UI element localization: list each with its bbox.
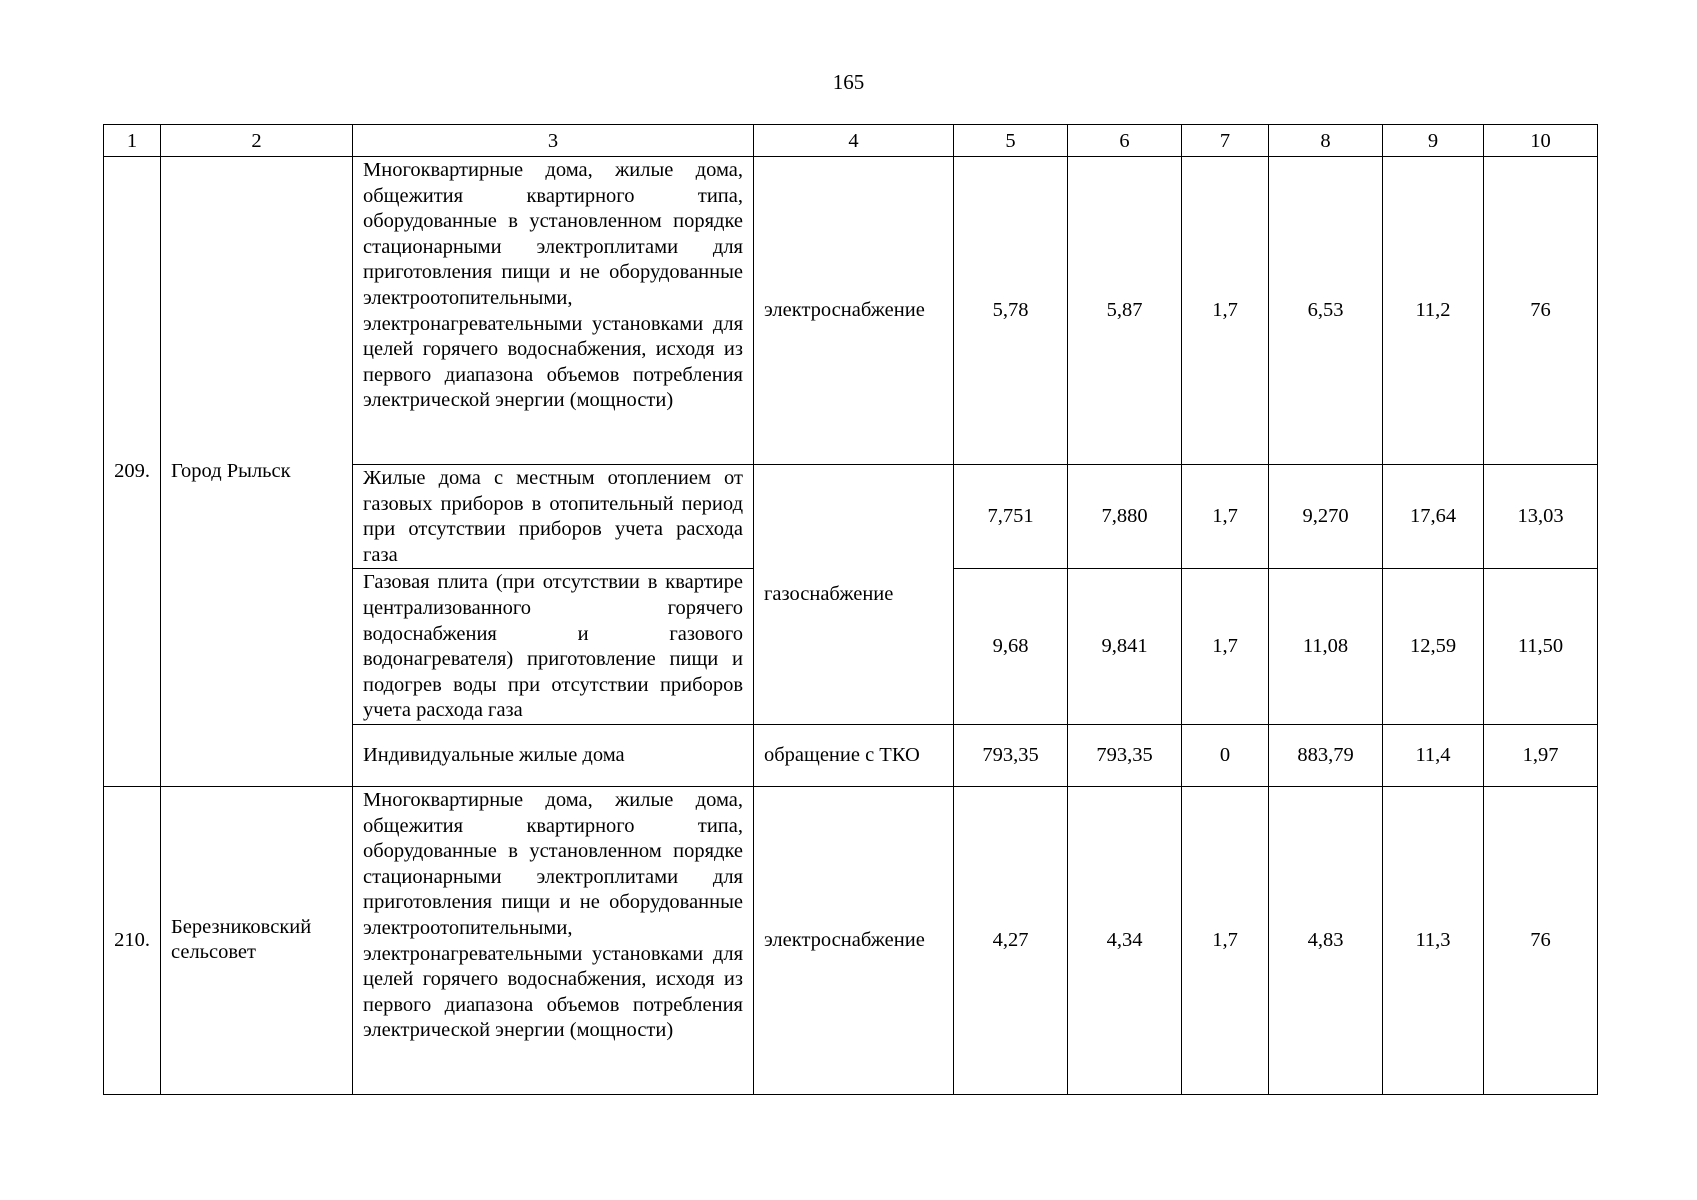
utility-service: электроснабжение xyxy=(754,157,954,465)
column-numbers-row xyxy=(104,125,1598,157)
utility-service: газоснабжение xyxy=(754,465,954,725)
value-cell: 793,35 xyxy=(954,724,1068,786)
value-cell: 76 xyxy=(1484,786,1598,1094)
entry-number: 209. xyxy=(104,157,161,787)
value-cell: 7,751 xyxy=(954,465,1068,569)
consumer-category: Многоквартирные дома, жилые дома, общежития квартирного типа, оборудованные в установленном порядке стационарными электроплитами для приготовления пищи и не оборудованные электроотопительными, электронагревательными установками для целей горячего водоснабжения, исходя из первого диапазона объемов потребления электрической энергии (мощности) xyxy=(353,786,754,1094)
column-header: 7 xyxy=(1182,125,1269,157)
value-cell: 9,841 xyxy=(1068,569,1182,725)
consumer-category: Жилые дома с местным отоплением от газовых приборов в отопительный период при отсутствии приборов учета расхода газа xyxy=(353,465,754,569)
tariff-table xyxy=(103,124,1598,1095)
value-cell: 11,3 xyxy=(1383,786,1484,1094)
page-number: 165 xyxy=(832,70,865,94)
column-header: 1 xyxy=(104,125,161,157)
value-cell: 1,7 xyxy=(1182,569,1269,725)
consumer-category: Индивидуальные жилые дома xyxy=(353,724,754,786)
value-cell: 11,08 xyxy=(1269,569,1383,725)
value-cell: 17,64 xyxy=(1383,465,1484,569)
column-header: 5 xyxy=(954,125,1068,157)
value-cell: 1,7 xyxy=(1182,157,1269,465)
value-cell: 12,59 xyxy=(1383,569,1484,725)
value-cell: 4,34 xyxy=(1068,786,1182,1094)
value-cell: 9,68 xyxy=(954,569,1068,725)
entry-number: 210. xyxy=(104,786,161,1094)
value-cell: 4,27 xyxy=(954,786,1068,1094)
value-cell: 883,79 xyxy=(1269,724,1383,786)
column-header: 4 xyxy=(754,125,954,157)
locality-name: Березниковский сельсовет xyxy=(161,786,353,1094)
column-header: 3 xyxy=(353,125,754,157)
consumer-category: Многоквартирные дома, жилые дома, общежития квартирного типа, оборудованные в установленном порядке стационарными электроплитами для приготовления пищи и не оборудованные электроотопительными, электронагревательными установками для целей горячего водоснабжения, исходя из первого диапазона объемов потребления электрической энергии (мощности) xyxy=(353,157,754,465)
utility-service: электроснабжение xyxy=(754,786,954,1094)
column-header: 6 xyxy=(1068,125,1182,157)
value-cell: 793,35 xyxy=(1068,724,1182,786)
value-cell: 6,53 xyxy=(1269,157,1383,465)
value-cell: 5,78 xyxy=(954,157,1068,465)
value-cell: 1,7 xyxy=(1182,465,1269,569)
value-cell: 76 xyxy=(1484,157,1598,465)
value-cell: 1,7 xyxy=(1182,786,1269,1094)
value-cell: 13,03 xyxy=(1484,465,1598,569)
table-row xyxy=(104,157,1598,465)
value-cell: 5,87 xyxy=(1068,157,1182,465)
table-row xyxy=(104,786,1598,1094)
value-cell: 11,4 xyxy=(1383,724,1484,786)
column-header: 2 xyxy=(161,125,353,157)
locality-name: Город Рыльск xyxy=(161,157,353,787)
value-cell: 4,83 xyxy=(1269,786,1383,1094)
value-cell: 11,50 xyxy=(1484,569,1598,725)
value-cell: 7,880 xyxy=(1068,465,1182,569)
consumer-category: Газовая плита (при отсутствии в квартире централизованного горячего водоснабжения и газового водонагревателя) приготовление пищи и подогрев воды при отсутствии приборов учета расхода газа xyxy=(353,569,754,725)
value-cell: 1,97 xyxy=(1484,724,1598,786)
column-header: 9 xyxy=(1383,125,1484,157)
column-header: 8 xyxy=(1269,125,1383,157)
utility-service: обращение с ТКО xyxy=(754,724,954,786)
value-cell: 11,2 xyxy=(1383,157,1484,465)
value-cell: 0 xyxy=(1182,724,1269,786)
value-cell: 9,270 xyxy=(1269,465,1383,569)
column-header: 10 xyxy=(1484,125,1598,157)
